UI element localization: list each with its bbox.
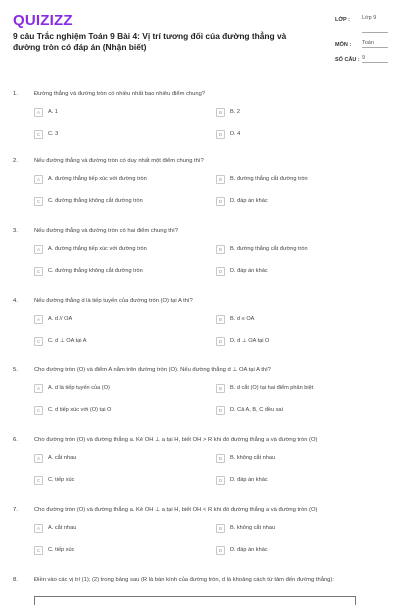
option-text: A. d // OA bbox=[48, 316, 73, 322]
option-text: A. đường thẳng tiếp xúc với đường tròn bbox=[48, 246, 147, 252]
option-letter-box: B bbox=[216, 454, 225, 463]
option-text: B. không cắt nhau bbox=[230, 455, 276, 461]
question-text: Nếu đường thẳng d là tiếp tuyến của đường tròn (O) tại A thì? bbox=[34, 298, 193, 304]
question-number: 5. bbox=[13, 367, 18, 373]
option-c[interactable] bbox=[34, 128, 58, 140]
option-b[interactable] bbox=[216, 243, 308, 255]
option-text: D. d ⊥ OA tại O bbox=[230, 338, 270, 344]
option-text: A. 1 bbox=[48, 109, 58, 115]
option-letter-box: B bbox=[216, 524, 225, 533]
question-number: 6. bbox=[13, 437, 18, 443]
option-c[interactable] bbox=[34, 544, 74, 556]
question-count-value: 9 bbox=[362, 55, 388, 63]
question-text: Cho đường tròn (O) và đường thẳng a. Kẻ OH ⊥ a tại H, biết OH < R khi đó đường thẳng a và đường tròn (O) bbox=[34, 507, 318, 513]
question-text: Đường thẳng và đường tròn có nhiều nhất bao nhiêu điểm chung? bbox=[34, 91, 206, 97]
option-letter-box: D bbox=[216, 406, 225, 415]
option-text: C. d ⊥ OA tại A bbox=[48, 338, 87, 344]
subject-value: Toán bbox=[362, 40, 388, 48]
question-number: 4. bbox=[13, 298, 18, 304]
option-d[interactable] bbox=[216, 335, 269, 347]
option-text: B. d ≡ OA bbox=[230, 316, 255, 322]
option-a[interactable] bbox=[34, 173, 147, 185]
option-c[interactable] bbox=[34, 404, 111, 416]
option-letter-box: D bbox=[216, 267, 225, 276]
class-label: LỚP : bbox=[335, 17, 350, 23]
subject-label: MÔN : bbox=[335, 42, 352, 48]
option-text: B. không cắt nhau bbox=[230, 525, 276, 531]
option-a[interactable] bbox=[34, 313, 72, 325]
option-letter-box: D bbox=[216, 546, 225, 555]
option-text: C. đường thẳng không cắt đường tròn bbox=[48, 268, 143, 274]
option-b[interactable] bbox=[216, 106, 240, 118]
quizizz-logo: QUIZIZZ bbox=[13, 12, 73, 29]
option-letter-box: A bbox=[34, 175, 43, 184]
option-letter-box: C bbox=[34, 130, 43, 139]
option-c[interactable] bbox=[34, 335, 86, 347]
option-a[interactable] bbox=[34, 522, 76, 534]
option-text: B. 2 bbox=[230, 109, 240, 115]
option-text: A. d là tiếp tuyến của (O) bbox=[48, 385, 110, 391]
option-c[interactable] bbox=[34, 474, 74, 486]
option-letter-box: C bbox=[34, 337, 43, 346]
option-d[interactable] bbox=[216, 195, 268, 207]
option-letter-box: C bbox=[34, 267, 43, 276]
option-b[interactable] bbox=[216, 452, 275, 464]
option-b[interactable] bbox=[216, 313, 254, 325]
question-number: 2. bbox=[13, 158, 18, 164]
option-text: D. đáp án khác bbox=[230, 198, 268, 204]
option-letter-box: C bbox=[34, 476, 43, 485]
question-count-label: SỐ CÂU : bbox=[335, 57, 360, 63]
class-value: Lớp 9 bbox=[362, 15, 388, 33]
option-letter-box: A bbox=[34, 245, 43, 254]
option-text: A. cắt nhau bbox=[48, 525, 77, 531]
option-letter-box: C bbox=[34, 197, 43, 206]
option-text: D. Cả A, B, C đều sai bbox=[230, 407, 283, 413]
option-text: C. tiếp xúc bbox=[48, 477, 75, 483]
option-letter-box: D bbox=[216, 337, 225, 346]
question-text: Nếu đường thẳng và đường tròn có duy nhất một điểm chung thì? bbox=[34, 158, 204, 164]
option-d[interactable] bbox=[216, 404, 283, 416]
option-d[interactable] bbox=[216, 474, 268, 486]
option-b[interactable] bbox=[216, 522, 275, 534]
option-d[interactable] bbox=[216, 128, 240, 140]
option-letter-box: A bbox=[34, 454, 43, 463]
question-text: Điền vào các vị trí (1); (2) trong bảng sau (R là bán kính của đường tròn, d là khoảng cách từ tâm đến đường thẳng): bbox=[34, 577, 334, 583]
option-letter-box: B bbox=[216, 175, 225, 184]
question-text: Cho đường tròn (O) và đường thẳng a. Kẻ OH ⊥ a tại H, biết OH > R khi đó đường thẳng a và đường tròn (O) bbox=[34, 437, 318, 443]
option-d[interactable] bbox=[216, 265, 268, 277]
option-letter-box: C bbox=[34, 406, 43, 415]
worksheet-header bbox=[0, 0, 400, 78]
option-letter-box: B bbox=[216, 108, 225, 117]
option-text: A. cắt nhau bbox=[48, 455, 77, 461]
worksheet-title: 9 câu Trắc nghiệm Toán 9 Bài 4: Vị trí tương đối của đường thẳng và đường tròn có đáp án (Nhận biết) bbox=[13, 31, 287, 52]
option-b[interactable] bbox=[216, 173, 308, 185]
option-d[interactable] bbox=[216, 544, 268, 556]
option-letter-box: A bbox=[34, 524, 43, 533]
option-text: B. đường thẳng cắt đường tròn bbox=[230, 176, 308, 182]
option-text: D. đáp án khác bbox=[230, 477, 268, 483]
option-text: B. đường thẳng cắt đường tròn bbox=[230, 246, 308, 252]
option-letter-box: B bbox=[216, 315, 225, 324]
question-number: 7. bbox=[13, 507, 18, 513]
option-letter-box: D bbox=[216, 130, 225, 139]
option-a[interactable] bbox=[34, 382, 110, 394]
option-letter-box: B bbox=[216, 384, 225, 393]
option-letter-box: A bbox=[34, 108, 43, 117]
option-text: C. 3 bbox=[48, 131, 59, 137]
option-text: D. đáp án khác bbox=[230, 268, 268, 274]
option-text: D. 4 bbox=[230, 131, 241, 137]
answer-table-top bbox=[34, 596, 356, 605]
option-letter-box: C bbox=[34, 546, 43, 555]
option-a[interactable] bbox=[34, 243, 147, 255]
option-b[interactable] bbox=[216, 382, 313, 394]
question-text: Cho đường tròn (O) và điểm A nằm trên đường tròn (O). Nếu đường thẳng d ⊥ OA tại A thì? bbox=[34, 367, 271, 373]
question-text: Nếu đường thẳng và đường tròn có hai điểm chung thì? bbox=[34, 228, 178, 234]
option-letter-box: A bbox=[34, 315, 43, 324]
question-number: 3. bbox=[13, 228, 18, 234]
option-letter-box: D bbox=[216, 476, 225, 485]
option-letter-box: D bbox=[216, 197, 225, 206]
option-letter-box: A bbox=[34, 384, 43, 393]
option-c[interactable] bbox=[34, 265, 143, 277]
option-text: A. đường thẳng tiếp xúc với đường tròn bbox=[48, 176, 147, 182]
option-text: C. đường thẳng không cắt đường tròn bbox=[48, 198, 143, 204]
option-text: D. đáp án khác bbox=[230, 547, 268, 553]
option-text: B. d cắt (O) tại hai điểm phân biệt bbox=[230, 385, 314, 391]
option-a[interactable] bbox=[34, 106, 58, 118]
option-text: C. d tiếp xúc với (O) tại O bbox=[48, 407, 112, 413]
question-number: 8. bbox=[13, 577, 18, 583]
question-number: 1. bbox=[13, 91, 18, 97]
option-c[interactable] bbox=[34, 195, 143, 207]
option-text: C. tiếp xúc bbox=[48, 547, 75, 553]
option-letter-box: B bbox=[216, 245, 225, 254]
option-a[interactable] bbox=[34, 452, 76, 464]
